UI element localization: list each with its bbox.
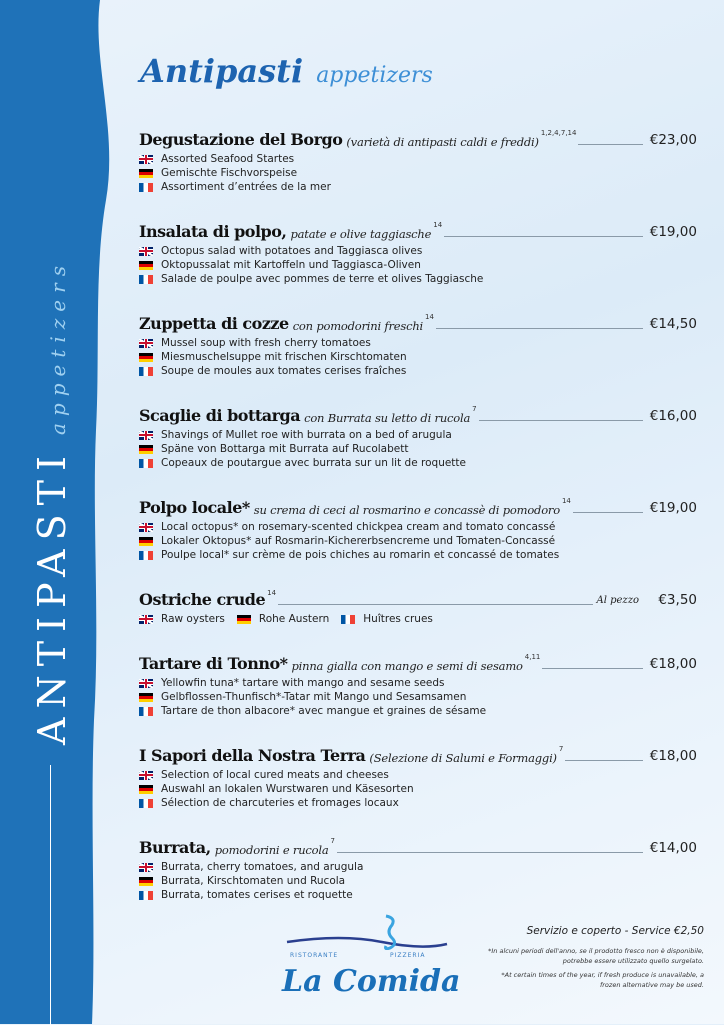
menu-item xyxy=(139,219,697,286)
page-title xyxy=(140,52,433,90)
item-header xyxy=(139,835,697,857)
translation-text: Yellowfin tuna* tartare with mango and sesame seeds xyxy=(161,677,445,689)
translation-fr xyxy=(139,796,697,810)
translation-de xyxy=(139,166,697,180)
item-price: €16,00 xyxy=(649,408,697,424)
menu-item xyxy=(139,127,697,194)
item-name: Ostriche crude xyxy=(139,590,266,609)
flag-uk-icon xyxy=(139,155,153,164)
item-price: €3,50 xyxy=(658,592,697,608)
translation-de xyxy=(139,258,697,272)
flag-de-icon xyxy=(139,445,153,454)
section-subtitle: appetizers xyxy=(316,63,433,88)
dotted-leader xyxy=(578,144,643,145)
translation-text: Rohe Austern xyxy=(258,613,330,625)
translation-en xyxy=(139,520,697,534)
dotted-leader xyxy=(565,760,643,761)
flag-fr-icon xyxy=(139,275,153,284)
flag-uk-icon xyxy=(139,339,153,348)
flag-de-icon xyxy=(139,353,153,362)
item-header xyxy=(139,651,697,673)
translation-text: Gemischte Fischvorspeise xyxy=(161,167,298,179)
translation-fr xyxy=(341,613,433,625)
dotted-leader xyxy=(573,512,643,513)
dotted-leader xyxy=(479,420,643,421)
translation-de xyxy=(139,782,697,796)
translation-text: Burrata, Kirschtomaten und Rucola xyxy=(161,875,346,887)
translation-text: Gelbflossen-Thunfisch*-Tatar mit Mango und Sesamsamen xyxy=(161,691,467,703)
allergen-codes: 14 xyxy=(425,313,434,321)
translation-text: Copeaux de poutargue avec burrata sur un lit de roquette xyxy=(161,457,467,469)
translation-text: Miesmuschelsuppe mit frischen Kirschtomaten xyxy=(161,351,407,363)
translation-text: Poulpe local* sur crème de pois chiches au romarin et concassé de tomates xyxy=(161,549,560,561)
flag-fr-icon xyxy=(139,891,153,900)
translation-text: Oktopussalat mit Kartoffeln und Taggiasca-Oliven xyxy=(161,259,421,271)
translation-en xyxy=(139,860,697,874)
translation-de xyxy=(139,350,697,364)
menu-item xyxy=(139,743,697,810)
item-name: Zuppetta di cozze xyxy=(139,314,289,333)
item-header xyxy=(139,495,697,517)
allergen-codes: 7 xyxy=(558,745,564,753)
flag-fr-icon xyxy=(341,615,355,624)
menu-item xyxy=(139,835,697,902)
allergen-codes: 1,2,4,7,14 xyxy=(540,129,577,137)
translation-text: Selection of local cured meats and cheeses xyxy=(161,769,389,781)
translation-en xyxy=(139,768,697,782)
flag-uk-icon xyxy=(139,247,153,256)
flag-de-icon xyxy=(237,615,251,624)
item-description: patate e olive taggiasche xyxy=(290,227,432,241)
translation-text: Shavings of Mullet roe with burrata on a bed of arugula xyxy=(161,429,452,441)
menu-item xyxy=(139,587,697,626)
translation-de xyxy=(139,534,697,548)
translation-en xyxy=(139,244,697,258)
item-price: €19,00 xyxy=(649,224,697,240)
item-name: Scaglie di bottarga xyxy=(139,406,301,425)
translation-fr xyxy=(139,548,697,562)
side-divider xyxy=(50,765,51,1025)
translation-de xyxy=(139,874,697,888)
menu-item xyxy=(139,311,697,378)
flag-fr-icon xyxy=(139,459,153,468)
translation-fr xyxy=(139,456,697,470)
flag-uk-icon xyxy=(139,523,153,532)
translation-de xyxy=(139,690,697,704)
translations xyxy=(139,152,697,194)
translation-fr xyxy=(139,704,697,718)
side-title-sub: appetizers xyxy=(46,259,70,436)
flag-fr-icon xyxy=(139,551,153,560)
allergen-codes: 7 xyxy=(330,837,335,845)
flag-uk-icon xyxy=(139,679,153,688)
item-name: Polpo locale* xyxy=(139,498,250,517)
flag-fr-icon xyxy=(139,707,153,716)
seahorse-logo-icon xyxy=(282,914,452,950)
translation-text: Späne von Bottarga mit Burrata auf Rucolabett xyxy=(161,443,409,455)
item-description: con Burrata su letto di rucola xyxy=(304,411,471,425)
item-price: €18,00 xyxy=(649,656,697,672)
item-description: pinna gialla con mango e semi di sesamo xyxy=(291,659,523,673)
translation-text: Octopus salad with potatoes and Taggiasca olives xyxy=(161,245,423,257)
translation-en xyxy=(139,613,225,625)
translation-text: Lokaler Oktopus* auf Rosmarin-Kichererbsencreme und Tomaten-Concassé xyxy=(161,535,556,547)
translation-text: Assortiment d’entrées de la mer xyxy=(161,181,331,193)
logo-tag-left: RISTORANTE xyxy=(290,952,339,959)
item-price: €18,00 xyxy=(649,748,697,764)
translation-fr xyxy=(139,364,697,378)
flag-de-icon xyxy=(139,693,153,702)
flag-fr-icon xyxy=(139,183,153,192)
section-title: Antipasti xyxy=(140,52,304,90)
translation-en xyxy=(139,428,697,442)
menu-item xyxy=(139,403,697,470)
item-header xyxy=(139,743,697,765)
logo-tag-right: PIZZERIA xyxy=(390,952,426,959)
menu-item xyxy=(139,651,697,718)
translation-text: Soupe de moules aux tomates cerises fraîches xyxy=(161,365,407,377)
translation-text: Burrata, cherry tomatoes, and arugula xyxy=(161,861,364,873)
translation-text: Huîtres crues xyxy=(363,613,433,625)
item-header xyxy=(139,219,697,241)
allergen-codes: 14 xyxy=(561,497,571,505)
flag-de-icon xyxy=(139,877,153,886)
flag-uk-icon xyxy=(139,771,153,780)
translations xyxy=(139,244,697,286)
translation-fr xyxy=(139,180,697,194)
translation-en xyxy=(139,152,697,166)
item-name: Burrata, xyxy=(139,838,211,857)
flag-uk-icon xyxy=(139,431,153,440)
dotted-leader xyxy=(436,328,643,329)
note-italian: *In alcuni periodi dell'anno, se il prodotto fresco non è disponibile, potrebbe essere utilizzato quello surgelato. xyxy=(488,947,704,965)
dotted-leader xyxy=(278,604,592,605)
item-description: pomodorini e rucola xyxy=(214,843,329,857)
item-price: €14,50 xyxy=(649,316,697,332)
allergen-codes: 14 xyxy=(267,589,277,597)
item-price: €23,00 xyxy=(649,132,697,148)
item-name: Insalata di polpo, xyxy=(139,222,287,241)
allergen-codes: 4,11 xyxy=(524,653,541,661)
item-header xyxy=(139,403,697,425)
translation-text: Auswahl an lokalen Wurstwaren und Käsesorten xyxy=(161,783,414,795)
side-title xyxy=(30,259,74,745)
note-english: *At certain times of the year, if fresh produce is unavailable, a frozen alternative may be used. xyxy=(501,971,704,989)
flag-uk-icon xyxy=(139,615,153,624)
dotted-leader xyxy=(444,236,643,237)
item-description: con pomodorini freschi xyxy=(292,319,424,333)
price-unit: Al pezzo xyxy=(596,595,639,606)
menu-item xyxy=(139,495,697,562)
item-price: €14,00 xyxy=(649,840,697,856)
item-description: su crema di ceci al rosmarino e concassè di pomodoro xyxy=(253,503,560,517)
flag-de-icon xyxy=(139,537,153,546)
translation-fr xyxy=(139,272,697,286)
translation-text: Salade de poulpe avec pommes de terre et olives Taggiasche xyxy=(161,273,484,285)
allergen-codes: 7 xyxy=(472,405,477,413)
translations xyxy=(139,768,697,810)
translations xyxy=(139,676,697,718)
item-name: Tartare di Tonno* xyxy=(139,654,288,673)
flag-de-icon xyxy=(139,261,153,270)
translations xyxy=(139,860,697,902)
flag-fr-icon xyxy=(139,367,153,376)
translation-en xyxy=(139,336,697,350)
item-name: I Sapori della Nostra Terra xyxy=(139,746,366,765)
translation-text: Sélection de charcuteries et fromages locaux xyxy=(161,797,399,809)
item-description: (varietà di antipasti caldi e freddi) xyxy=(346,135,539,149)
item-header xyxy=(139,311,697,333)
item-description: (Selezione di Salumi e Formaggi) xyxy=(369,751,557,765)
translation-fr xyxy=(139,888,697,902)
restaurant-logo xyxy=(282,914,472,1010)
translation-text: Assorted Seafood Startes xyxy=(161,153,295,165)
flag-uk-icon xyxy=(139,863,153,872)
allergen-codes: 14 xyxy=(433,221,443,229)
dotted-leader xyxy=(542,668,643,669)
translations xyxy=(139,612,697,626)
translation-text: Local octopus* on rosemary-scented chickpea cream and tomato concassé xyxy=(161,521,556,533)
translation-text: Burrata, tomates cerises et roquette xyxy=(161,889,353,901)
translations xyxy=(139,428,697,470)
translations xyxy=(139,520,697,562)
translation-text: Tartare de thon albacore* avec mangue et graines de sésame xyxy=(161,705,487,717)
item-name: Degustazione del Borgo xyxy=(139,130,343,149)
flag-fr-icon xyxy=(139,799,153,808)
footer-notes xyxy=(484,946,704,994)
translations xyxy=(139,336,697,378)
side-title-main: ANTIPASTI xyxy=(30,447,74,745)
item-price: €19,00 xyxy=(649,500,697,516)
item-header xyxy=(139,127,697,149)
logo-name: La Comida xyxy=(282,964,461,999)
flag-de-icon xyxy=(139,169,153,178)
translation-en xyxy=(139,676,697,690)
translation-de xyxy=(237,613,329,625)
dotted-leader xyxy=(337,852,643,853)
translation-text: Mussel soup with fresh cherry tomatoes xyxy=(161,337,371,349)
item-header xyxy=(139,587,697,609)
service-charge: Servizio e coperto - Service €2,50 xyxy=(526,925,704,937)
flag-de-icon xyxy=(139,785,153,794)
translation-text: Raw oysters xyxy=(161,613,225,625)
translation-de xyxy=(139,442,697,456)
menu-list xyxy=(139,127,697,927)
